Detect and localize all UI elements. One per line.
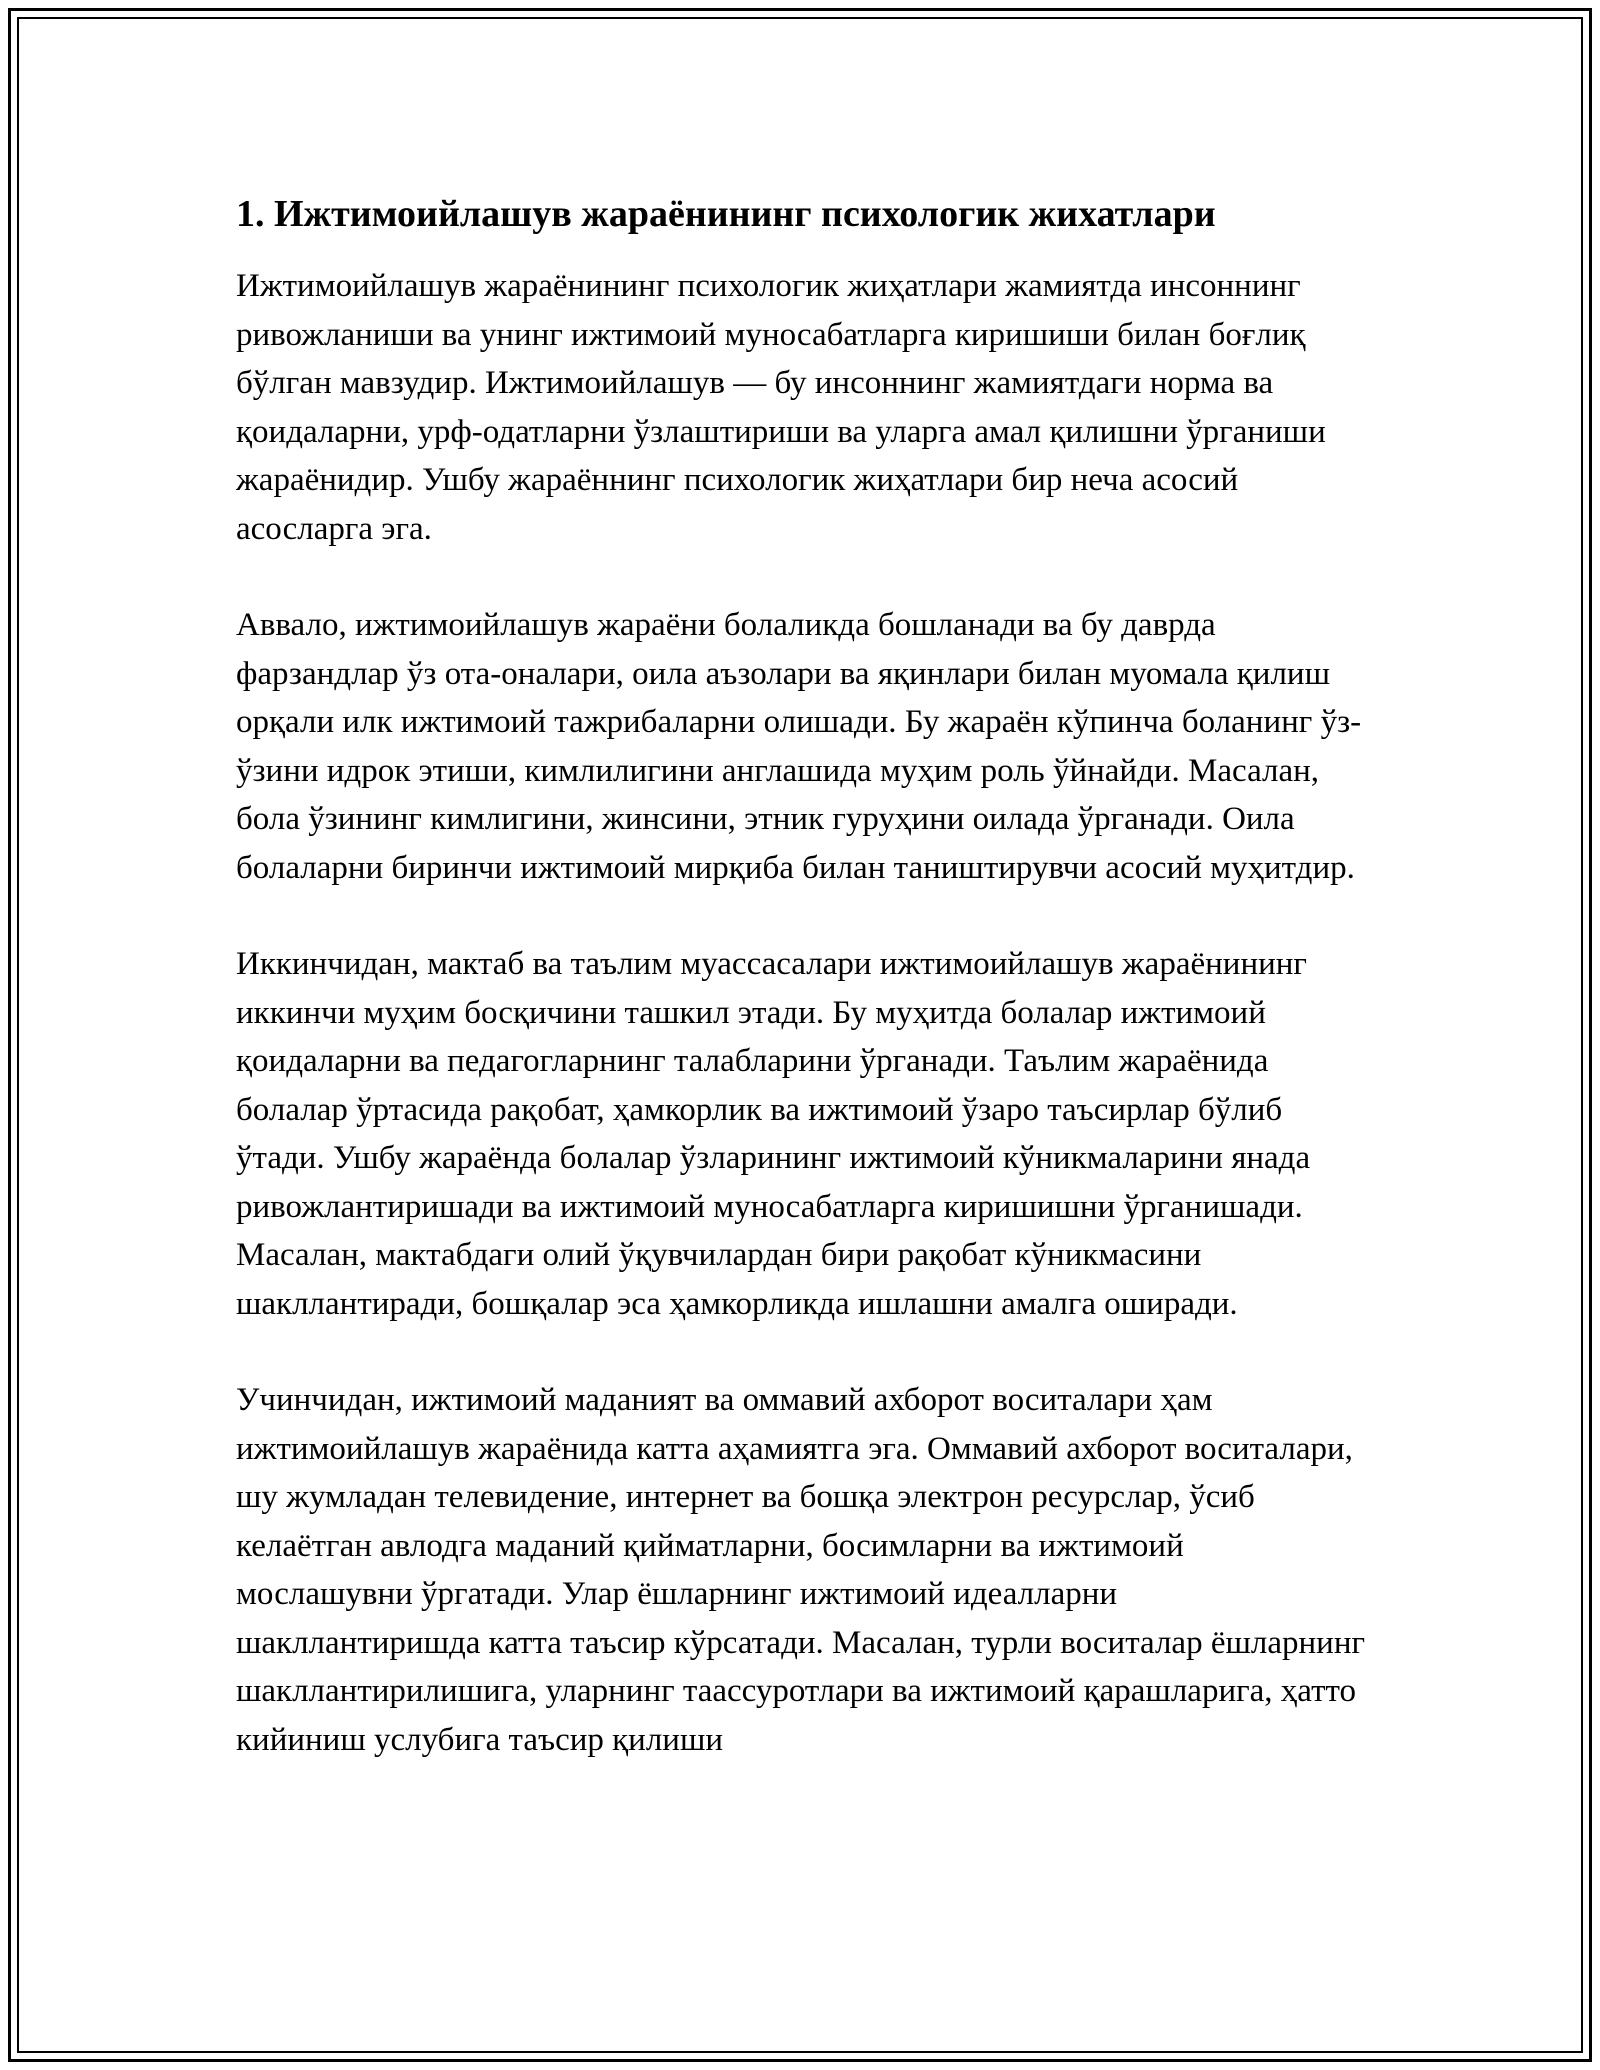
paragraph-1: Ижтимоийлашув жараёнининг психологик жиҳатлари жамиятда инсоннинг ривожланиши ва унинг ижтимоий муносабатларга киришиши билан боғлиқ бўлган мавзудир. Ижтимоийлашув — бу инсоннинг жамиятдаги норма ва қоидаларни, урф-одатларни ўзлаштириши ва уларга амал қилишни ўрганиши жараёнидир. Ушбу жараённинг психологик жиҳатлари бир неча асосий асосларга эга. bbox=[236, 268, 1326, 547]
document-body bbox=[236, 188, 1366, 1812]
paragraph-4: Учинчидан, ижтимоий маданият ва оммавий ахборот воситалари ҳам ижтимоийлашув жараёнида катта аҳамиятга эга. Оммавий ахборот воситалари, шу жумладан телевидение, интернет ва бошқа электрон ресурслар, ўсиб келаётган авлодга маданий қийматларни, босимларни ва ижтимоий мослашувни ўргатади. Улар ёшларнинг ижтимоий идеалларни шакллантиришда катта таъсир кўрсатади. Масалан, турли воситалар ёшларнинг шакллантирилишига, уларнинг таассуротлари ва ижтимоий қарашларига, ҳатто кийиниш услубига таъсир қилиши bbox=[236, 1382, 1366, 1758]
paragraph-3: Иккинчидан, мактаб ва таълим муассасалари ижтимоийлашув жараёнининг иккинчи муҳим босқичини ташкил этади. Бу муҳитда болалар ижтимоий қоидаларни ва педагогларнинг талабларини ўрганади. Таълим жараёнида болалар ўртасида рақобат, ҳамкорлик ва ижтимоий ўзаро таъсирлар бўлиб ўтади. Ушбу жараёнда болалар ўзларининг ижтимоий кўникмаларини янада ривожлантиришади ва ижтимоий муносабатларга киришишни ўрганишади. Масалан, мактабдаги олий ўқувчилардан бири рақобат кўникмасини шакллантиради, бошқалар эса ҳамкорликда ишлашни амалга оширади. bbox=[236, 946, 1311, 1322]
section-heading: 1. Ижтимоийлашув жараёнининг психологик жихатлари bbox=[236, 193, 1216, 235]
paragraph-2: Аввало, ижтимоийлашув жараёни болаликда бошланади ва бу даврда фарзандлар ўз ота-оналари, оила аъзолари ва яқинлари билан муомала қилиш орқали илк ижтимоий тажрибаларни олишади. Бу жараён кўпинча боланинг ўз-ўзини идрок этиши, кимлилигини англашида муҳим роль ўйнайди. Масалан, бола ўзининг кимлигини, жинсини, этник гуруҳини оилада ўрганади. Оила болаларни биринчи ижтимоий мирқиба билан таништирувчи асосий муҳитдир. bbox=[236, 607, 1362, 886]
